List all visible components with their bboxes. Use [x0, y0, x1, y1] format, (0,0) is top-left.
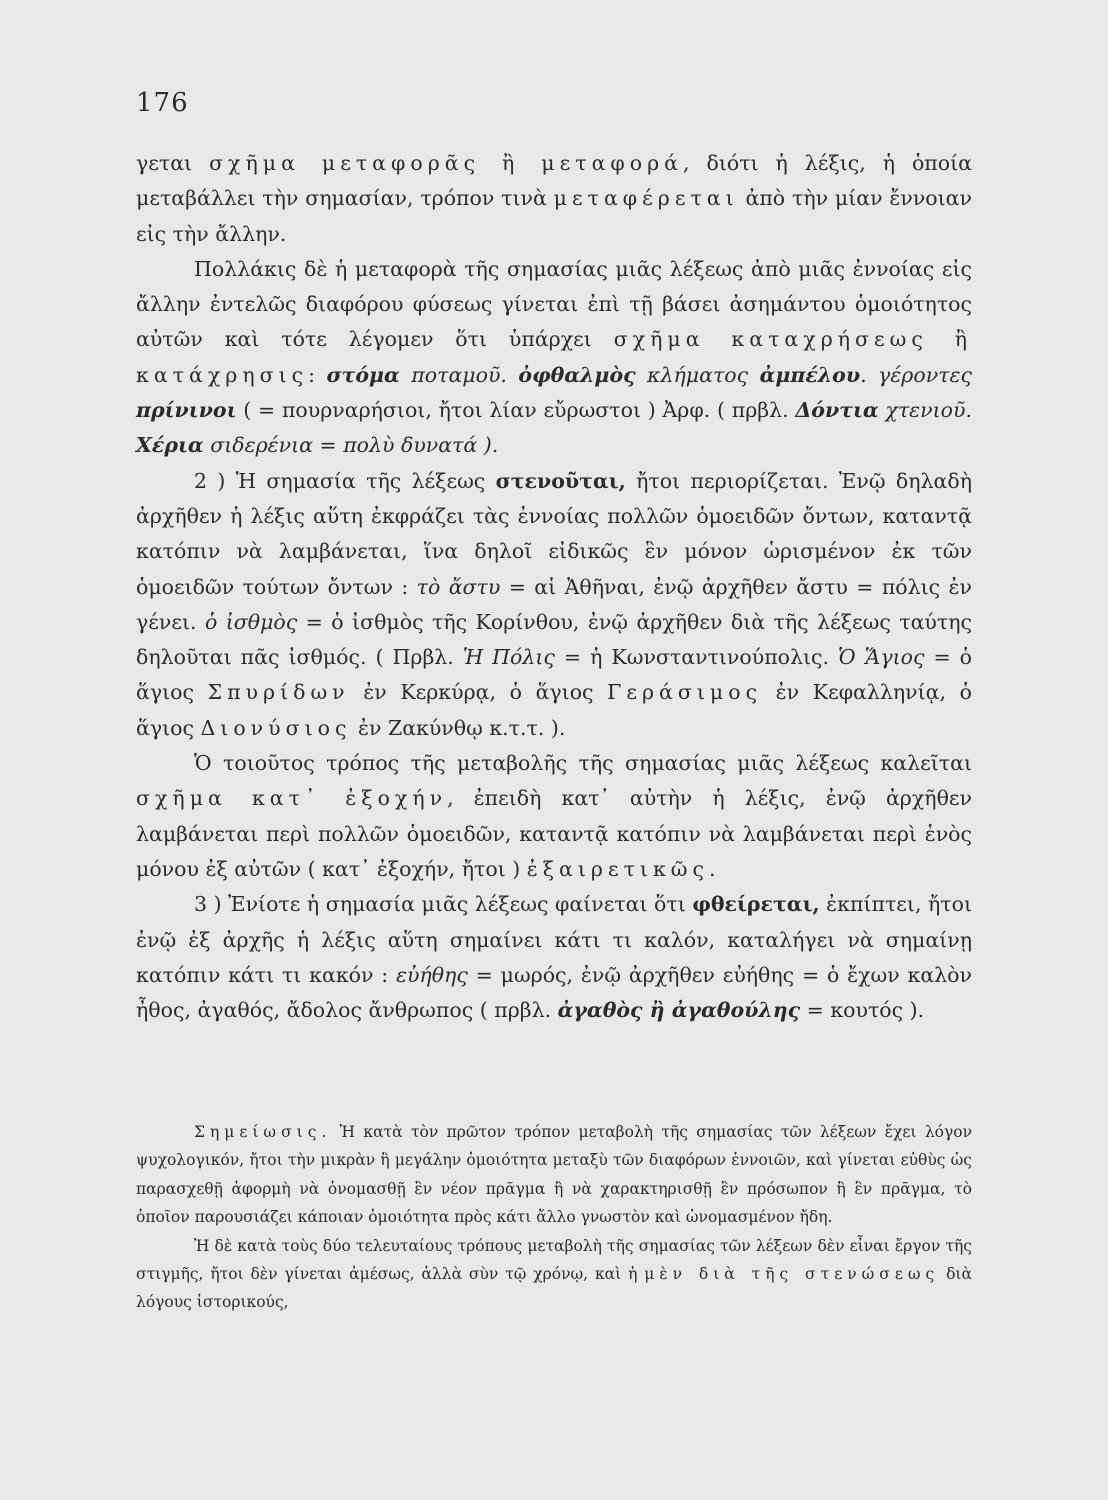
note-section [136, 1118, 972, 1317]
bold-term: φθείρεται, [692, 892, 820, 917]
main-text [136, 146, 972, 1028]
text-run: ἐν Κεφαλληνίᾳ, ὁ ἅγιος [136, 680, 972, 740]
spaced-term: ἐξαιρετικῶς [526, 856, 709, 881]
italic-example: ὁ ἰσθμὸς [204, 609, 298, 634]
text-run: = ἡ Κωνσταντινούπολις. [554, 645, 839, 670]
note-paragraph-2 [136, 1232, 972, 1317]
italic-example: τὸ ἄστυ [416, 574, 501, 599]
text-run: 3 ) Ἐνίοτε ἡ σημασία μιᾶς λέξεως φαίνεται ὅτι [194, 892, 693, 917]
text-run: Ἡ δὲ κατὰ τοὺς δύο τελευταίους τρόπους μεταβολὴ τῆς σημασίας τῶν λέξεων δὲν εἶναι ἔργον τῆς στιγμῆς, ἤτοι δὲν γίνεται ἀμέσως, ἀλλὰ σὺν τῷ χρόνῳ, καὶ ἡ [136, 1236, 972, 1284]
text-run: = μωρός, ἐνῷ ἀρχῆθεν εὐήθης = ὁ ἔχων καλὸν ἦθος, ἀγαθός, ἄδολος ἄνθρωπος ( πρβλ. [136, 962, 972, 1023]
italic-example: . γέροντες [860, 362, 972, 387]
bold-term: στενοῦται, [495, 468, 626, 493]
text-run: Ἡ κατὰ τὸν πρῶτον τρόπον μεταβολὴ τῆς σημασίας τῶν λέξεων ἔχει λόγον ψυχολογικόν, ἤτοι τὴν μικρὰν ἢ μεγάλην ὁμοιότητα μεταξὺ τῶν διαφόρων ἐννοιῶν, καὶ γίνεται εὐθὺς ὡς παρασχεθῇ ἀφορμὴ νὰ ὀνομασθῇ ἓν νέον πρᾶγμα ἢ νὰ χαρακτηρισθῇ ἓν πρόσωπον ἢ ἓν πρᾶγμα, τὸ ὁποῖον παρουσιάζει κάποιαν ὁμοιότητα πρὸς κάτι ἄλλο γνωστὸν καὶ ὠνομασμένον ἤδη. [136, 1123, 972, 1227]
bold-example: ἀμπέλου [759, 362, 861, 387]
paragraph-deterioration [136, 887, 972, 1028]
italic-example: χτενιοῦ. [878, 398, 972, 423]
paragraph-metaphor [136, 146, 972, 252]
bold-example: Δόντια [795, 398, 879, 423]
text-run: 2 ) Ἡ σημασία τῆς λέξεως [194, 468, 496, 493]
spaced-term: Διονύσιος [200, 715, 352, 740]
spaced-term: σχῆμα μεταφορᾶς ἢ μεταφορά [209, 151, 684, 175]
paragraph-catachresis [136, 252, 972, 464]
text-run: . [708, 856, 716, 881]
text-run: ἤτοι περιορίζεται. Ἐνῷ δηλαδὴ ἀρχῆθεν ἡ λέξις αὕτη ἐκφράζει τὰς ἐννοίας πολλῶν ὁμοειδῶν ὄντων, καταντᾷ κατόπιν νὰ λαμβάνεται, ἵνα δηλοῖ εἰδικῶς ἓν μόνον ὡρισμένον ἐκ τῶν ὁμοειδῶν τούτων ὄντων : [136, 468, 973, 599]
text-run: = κουτός ). [800, 998, 925, 1023]
italic-example: Ὁ Ἅγιος [838, 645, 925, 670]
italic-example: Ἡ Πόλις [462, 645, 555, 670]
bold-example: ἀγαθὸς ἢ ἀγαθούλης [557, 998, 801, 1023]
note-heading: Σημείωσις. [194, 1123, 332, 1141]
spaced-term: μεταφέρεται [553, 186, 739, 211]
text-run: Ὁ τοιοῦτος τρόπος τῆς μεταβολῆς τῆς σημασίας μιᾶς λέξεως καλεῖται [194, 751, 972, 776]
text-run: ( = πουρναρήσιοι, ἤτοι λίαν εὔρωστοι ) Ἀρφ. ( πρβλ. [236, 398, 796, 423]
text-run: , ἐπειδὴ κατ᾽ αὐτὴν ἡ λέξις, ἐνῷ ἀρχῆθεν λαμβάνεται περὶ πολλῶν ὁμοειδῶν, καταντᾷ κατόπιν νὰ λαμβάνεται περὶ ἑνὸς μόνου ἐξ αὐτῶν ( κατ᾽ ἐξοχήν, ἤτοι ) [136, 786, 972, 881]
spaced-term: μὲν διὰ τῆς στενώσεως [644, 1265, 940, 1284]
text-run: ἐν Ζακύνθῳ κ.τ.τ. ). [351, 715, 566, 740]
text-run: = αἱ Ἀθῆναι, ἐνῷ ἀρχῆθεν ἄστυ = πόλις ἐν γένει. [136, 574, 972, 634]
paragraph-par-excellence [136, 746, 972, 887]
page-number: 176 [136, 88, 189, 118]
bold-example: ὀφθαλμὸς [518, 362, 636, 387]
text-run: διὰ λόγους ἱστορικούς, [136, 1265, 972, 1312]
bold-example: Χέρια [136, 433, 204, 458]
spaced-term: Σπυρίδων [207, 680, 350, 705]
text-run: = ὁ ἰσθμὸς τῆς Κορίνθου, ἐνῷ ἀρχῆθεν διὰ τῆς λέξεως ταύτης δηλοῦται πᾶς ἰσθμός. ( Πρβλ. [136, 609, 972, 670]
spaced-term: σχῆμα κατ᾽ ἐξοχήν [136, 786, 448, 811]
text-run: ἐν Κερκύρᾳ, ὁ ἅγιος [349, 680, 608, 705]
text-run: = ὁ ἅγιος [136, 645, 972, 705]
text-run: , διότι ἡ λέξις, ἡ ὁποία μεταβάλλει τὴν σημασίαν, τρόπον τινὰ [136, 151, 972, 211]
italic-example: ποταμοῦ. [399, 362, 519, 387]
italic-example: κλήματος [635, 362, 760, 387]
text-run: γεται [136, 151, 210, 175]
text-run: : [308, 362, 327, 387]
bold-example: πρίνινοι [136, 398, 237, 423]
italic-example: σιδερένια = πολὺ δυνατά ). [203, 433, 499, 458]
spaced-term: σχῆμα καταχρήσεως ἢ κατάχρησις [136, 327, 972, 387]
text-run: Πολλάκις δὲ ἡ μεταφορὰ τῆς σημασίας μιᾶς λέξεως ἀπὸ μιᾶς ἐννοίας εἰς ἄλλην ἐντελῶς διαφόρου φύσεως γίνεται ἐπὶ τῇ βάσει ἀσημάντου ὁμοιότητος αὐτῶν καὶ τότε λέγομεν ὅτι ὑπάρχει [136, 256, 972, 352]
spaced-term: Γεράσιμος [607, 680, 763, 705]
text-run: ἐκπίπτει, ἤτοι ἐνῷ ἐξ ἀρχῆς ἡ λέξις αὕτη σημαίνει κάτι τι καλόν, καταλήγει νὰ σημαίνῃ κατόπιν κάτι τι κακόν : [136, 892, 973, 987]
text-run: ἀπὸ τὴν μίαν ἔννοιαν εἰς τὴν ἄλλην. [136, 186, 972, 246]
note-paragraph-1 [136, 1118, 972, 1232]
italic-example: εὐήθης [395, 962, 468, 987]
bold-example: στόμα [326, 362, 400, 387]
paragraph-narrowing [136, 464, 972, 746]
